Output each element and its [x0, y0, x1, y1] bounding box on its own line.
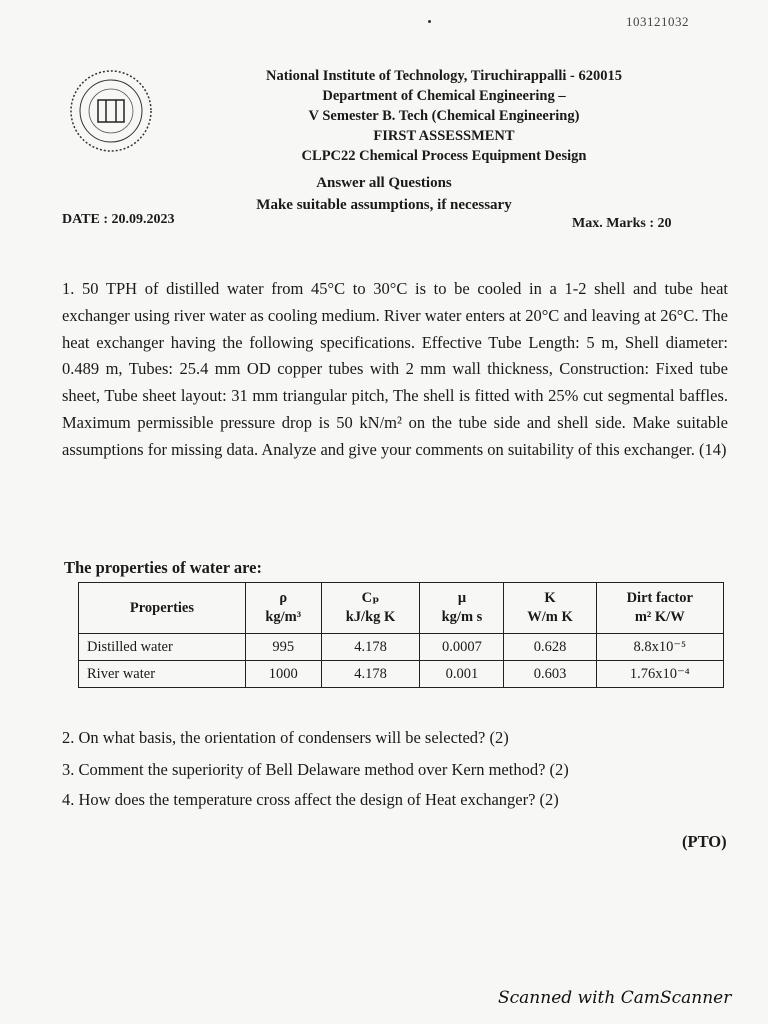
table-cell: 1000 [245, 661, 321, 688]
question-4: 4. How does the temperature cross affect the design of Heat exchanger? (2) [62, 790, 559, 809]
table-cell: 0.603 [504, 661, 596, 688]
institute-name: National Institute of Technology, Tiruchirappalli - 620015 [266, 68, 622, 84]
table-cell: 995 [245, 634, 321, 661]
water-properties-table [78, 582, 724, 688]
header-properties: Properties [79, 583, 246, 634]
header-density: ρ kg/m³ [245, 583, 321, 634]
instruction-line-2: Make suitable assumptions, if necessary [256, 197, 512, 213]
instructions [0, 172, 768, 216]
max-marks: Max. Marks : 20 [572, 216, 672, 231]
assessment-title: FIRST ASSESSMENT [373, 128, 515, 144]
table-cell: 4.178 [321, 634, 420, 661]
header-heat-capacity: Cₚ kJ/kg K [321, 583, 420, 634]
exam-date: DATE : 20.09.2023 [62, 212, 175, 227]
ink-dot [428, 20, 431, 23]
table-cell: Distilled water [79, 634, 246, 661]
table-cell: 1.76x10⁻⁴ [596, 661, 723, 688]
table-cell: River water [79, 661, 246, 688]
header-conductivity: K W/m K [504, 583, 596, 634]
question-2: 2. On what basis, the orientation of condensers will be selected? (2) [62, 728, 509, 747]
department-name: Department of Chemical Engineering – [322, 88, 566, 104]
table-cell: 4.178 [321, 661, 420, 688]
table-cell: 0.0007 [420, 634, 504, 661]
handwritten-note: 103121032 [626, 14, 689, 29]
table-row [79, 661, 724, 688]
table-cell: 8.8x10⁻⁵ [596, 634, 723, 661]
exam-header [0, 66, 768, 166]
header-dirt-factor: Dirt factor m² K/W [596, 583, 723, 634]
table-row [79, 634, 724, 661]
scanner-watermark: Scanned with CamScanner [498, 988, 732, 1008]
semester-line: V Semester B. Tech (Chemical Engineering) [308, 108, 580, 124]
course-title: CLPC22 Chemical Process Equipment Design [301, 148, 587, 164]
table-cell: 0.001 [420, 661, 504, 688]
pto-note: (PTO) [682, 832, 727, 851]
table-cell: 0.628 [504, 634, 596, 661]
instruction-line-1: Answer all Questions [316, 175, 452, 191]
question-1: 1. 50 TPH of distilled water from 45°C to 30°C is to be cooled in a 1-2 shell and tube heat exchanger using river water as cooling medium. River water enters at 20°C and leaving at 26°C. The heat exchanger having the following specifications. Effective Tube Length: 5 m, Shell diameter: 0.489 m, Tubes: 25.4 mm OD copper tubes with 2 mm wall thickness, Construction: Fixed tube sheet, Tube sheet layout: 31 mm triangular pitch, The shell is fitted with 25% cut segmental baffles. Maximum permissible pressure drop is 50 kN/m² on the tube side and shell side. Make suitable assumptions for missing data. Analyze and give your comments on suitability of this exchanger. (14) [62, 279, 728, 459]
properties-title: The properties of water are: [64, 558, 262, 577]
header-viscosity: μ kg/m s [420, 583, 504, 634]
question-3: 3. Comment the superiority of Bell Delaware method over Kern method? (2) [62, 760, 569, 779]
table-header-row [79, 583, 724, 634]
